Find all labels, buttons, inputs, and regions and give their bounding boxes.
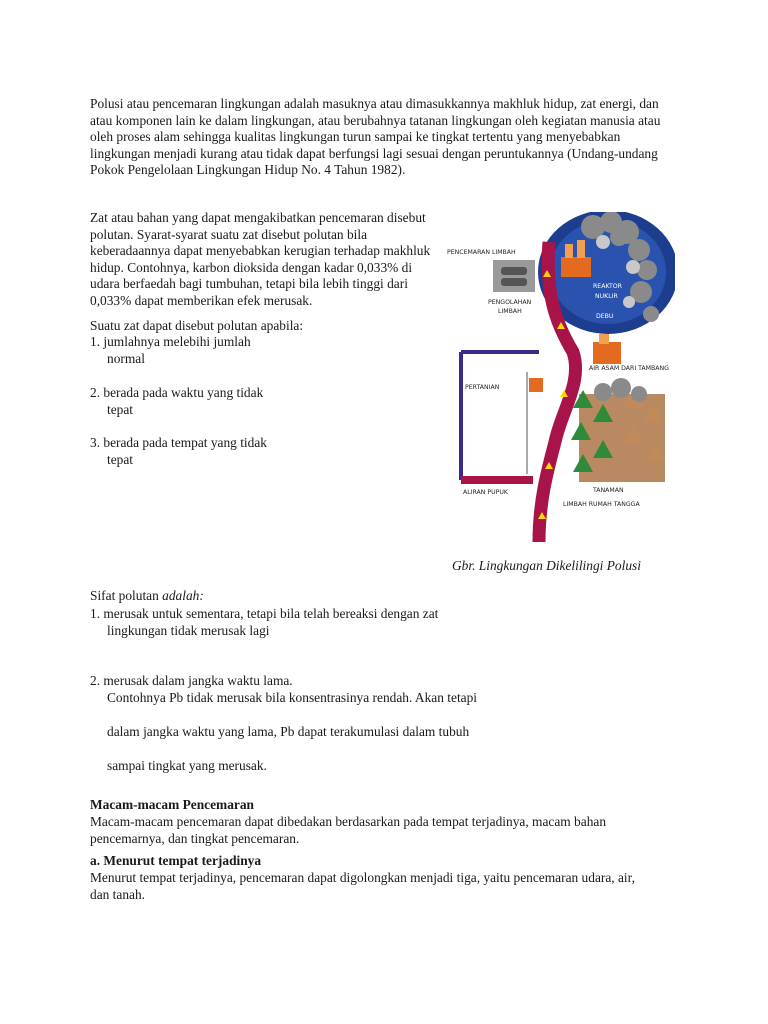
- sifat-intro: [90, 588, 204, 605]
- pollution-diagram: [443, 212, 675, 542]
- sifat-item-line: Contohnya Pb tidak merusak bila konsentrasinya rendah. Akan tetapi: [107, 689, 478, 705]
- sifat-item-line: dalam jangka waktu yang lama, Pb dapat terakumulasi dalam tubuh: [107, 724, 470, 739]
- label-pencemaran-limbah: PENCEMARAN LIMBAH: [447, 249, 516, 256]
- sub-a-paragraph: Menurut tempat terjadinya, pencemaran dapat digolongkan menjadi tiga, yaitu pencemaran udara, air, dan tanah.: [90, 870, 635, 902]
- sifat-item-rest: lingkungan tidak merusak lagi: [107, 622, 270, 638]
- sifat-intro-lead: Sifat polutan: [90, 588, 163, 603]
- syarat-item: [90, 385, 263, 418]
- intro-paragraph: Polusi atau pencemaran lingkungan adalah masuknya atau dimasukkannya makhluk hidup, zat energi, dan atau komponen lain ke dalam lingkungan, atau berubahnya tatanan lingkungan oleh kegiatan manusia atau oleh proses alam sehingga kualitas lingkungan turun sampai ke tingkat tertentu yang menyebabkan lingkungan menjadi kurang atau tidak dapat berfungsi lagi sesuai dengan peruntukannya (Undang-undang Pokok Pengelolaan Lingkungan Hidup No. 4 Tahun 1982).: [90, 96, 661, 178]
- label-nuklir: NUKLIR: [595, 293, 618, 300]
- sifat-item-line: sampai tingkat yang merusak.: [107, 758, 267, 773]
- syarat-item: [90, 334, 251, 367]
- mine-building: [593, 342, 621, 364]
- trees: [571, 378, 665, 482]
- label-pengolahan: PENGOLAHAN: [488, 299, 532, 306]
- reactor-building: [561, 257, 591, 277]
- macam-heading: Macam-macam Pencemaran: [90, 797, 254, 812]
- sub-a-heading: a. Menurut tempat terjadinya: [90, 853, 262, 868]
- label-pertanian: PERTANIAN: [465, 384, 500, 391]
- syarat-item-rest: tepat: [107, 451, 134, 467]
- waste-treatment-unit: [493, 260, 535, 292]
- syarat-item-first: 1. jumlahnya melebihi jumlah: [90, 334, 251, 349]
- macam-paragraph: Macam-macam pencemaran dapat dibedakan berdasarkan pada tempat terjadinya, macam bahan pencemarnya, dan tingkat pencemaran.: [90, 814, 607, 846]
- sifat-item-first: 1. merusak untuk sementara, tetapi bila telah bereaksi dengan zat: [90, 606, 439, 621]
- polutan-definition-paragraph: Zat atau bahan yang dapat mengakibatkan pencemaran disebut polutan. Syarat-syarat suatu zat disebut polutan bila keberadaannya dapat menyebabkan kerugian terhadap makhluk hidup. Contohnya, karbon dioksida dengan kadar 0,033% di udara berfaedah bagi tumbuhan, tetapi bila lebih tinggi dari 0,033% dapat memberikan efek merusak.: [90, 210, 431, 308]
- syarat-intro: Suatu zat dapat disebut polutan apabila:: [90, 318, 304, 333]
- syarat-item-first: 3. berada pada tempat yang tidak: [90, 435, 267, 450]
- sifat-item-1: [90, 606, 510, 639]
- label-reaktor: REAKTOR: [593, 283, 622, 290]
- figure-caption: Gbr. Lingkungan Dikelilingi Polusi: [452, 558, 641, 573]
- label-air-asam-tambang: AIR ASAM DARI TAMBANG: [589, 365, 669, 372]
- label-limbah: LIMBAH: [498, 308, 522, 315]
- syarat-item-first: 2. berada pada waktu yang tidak: [90, 385, 264, 400]
- label-tanaman: TANAMAN: [593, 487, 624, 494]
- farm-icon: [529, 378, 543, 392]
- label-limbah-rumah-tangga: LIMBAH RUMAH TANGGA: [563, 501, 640, 508]
- reactor-chimney: [577, 240, 585, 258]
- label-debu: DEBU: [596, 313, 614, 320]
- waste-treatment-tank: [501, 267, 527, 275]
- syarat-item-rest: normal: [107, 350, 145, 366]
- mine-structure: [599, 334, 609, 344]
- label-aliran-pupuk: ALIRAN PUPUK: [463, 489, 508, 496]
- sifat-item-first: 2. merusak dalam jangka waktu lama.: [90, 673, 293, 688]
- sifat-intro-italic: adalah:: [162, 588, 204, 603]
- syarat-item-rest: tepat: [107, 401, 134, 417]
- reactor-chimney: [565, 244, 573, 258]
- waste-treatment-tank: [501, 278, 527, 286]
- syarat-item: [90, 435, 267, 468]
- sifat-item-2: [90, 673, 550, 706]
